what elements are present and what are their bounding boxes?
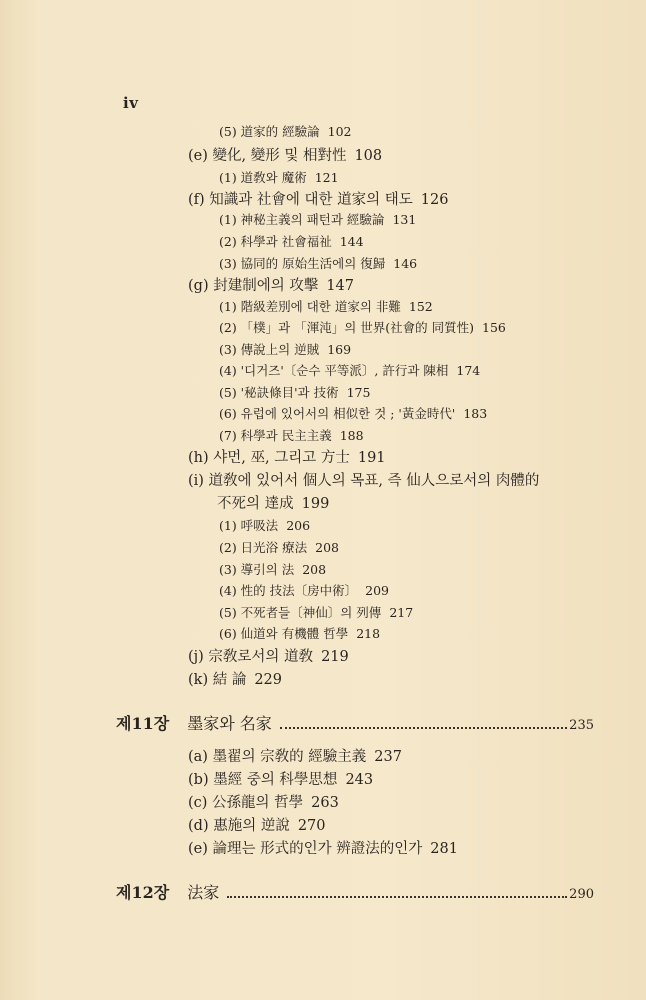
toc-entry: (6) 유럽에 있어서의 相似한 것 ; '黃金時代' 183 <box>219 406 488 421</box>
toc-entry: (1) 呼吸法 206 <box>219 518 311 533</box>
toc-entry: 不死의 達成 199 <box>217 496 330 512</box>
toc-entry: (k) 結 論 229 <box>188 672 283 688</box>
chapter-label: 제12장 <box>116 883 170 902</box>
toc-entry: (4) '디거즈'〔순수 平等派〕, 許行과 陳相 174 <box>219 363 481 378</box>
chapter-label: 제11장 <box>116 714 170 733</box>
toc-entry: (3) 協同的 原始生活에의 復歸 146 <box>219 256 418 271</box>
dot-leader <box>227 896 567 898</box>
toc-entry: (5) 道家的 經驗論 102 <box>219 124 352 139</box>
toc-entry: (2) 日光浴 療法 208 <box>219 540 340 555</box>
toc-entry: (h) 샤먼, 巫, 그리고 方士 191 <box>188 450 386 466</box>
chapter-11-heading <box>116 711 594 734</box>
toc-entry: (e) 論理는 形式的인가 辨證法的인가 281 <box>188 841 458 857</box>
toc-entry: (6) 仙道와 有機體 哲學 218 <box>219 626 381 641</box>
toc-entry: (1) 道敎와 魔術 121 <box>219 170 339 185</box>
toc-entry: (5) '秘訣條目'과 技術 175 <box>219 385 371 400</box>
toc-entry: (1) 階級差別에 대한 道家의 非難 152 <box>219 299 433 314</box>
chapter-page: 235 <box>569 718 594 733</box>
page-number: iv <box>123 94 139 112</box>
toc-entry: (2) 科學과 社會福祉 144 <box>219 234 364 249</box>
toc-entry: (3) 傳說上의 逆賊 169 <box>219 342 352 357</box>
toc-entry: (j) 宗敎로서의 道敎 219 <box>188 649 349 665</box>
dot-leader <box>280 727 567 729</box>
toc-entry: (a) 墨翟의 宗敎的 經驗主義 237 <box>188 749 402 765</box>
toc-entry: (e) 變化, 變形 및 相對性 108 <box>188 148 383 164</box>
toc-entry: (5) 不死者들〔神仙〕의 列傳 217 <box>219 605 414 620</box>
toc-entry: (c) 公孫龍의 哲學 263 <box>188 795 339 811</box>
toc-entry: (d) 惠施의 逆說 270 <box>188 818 326 834</box>
toc-entry: (7) 科學과 民主主義 188 <box>219 428 364 443</box>
toc-entry: (f) 知識과 社會에 대한 道家의 태도 126 <box>188 192 449 208</box>
toc-entry: (b) 墨經 중의 科學思想 243 <box>188 772 374 788</box>
toc-entry: (2) 「樸」과 「渾沌」의 世界(社會的 同質性) 156 <box>219 320 506 335</box>
chapter-page: 290 <box>569 887 594 902</box>
chapter-12-heading <box>116 880 594 903</box>
chapter-title: 法家 <box>187 883 220 902</box>
toc-entry: (1) 神秘主義의 패턴과 經驗論 131 <box>219 212 417 227</box>
toc-entry: (3) 導引의 法 208 <box>219 562 327 577</box>
toc-entry: (i) 道敎에 있어서 個人의 목표, 즉 仙人으로서의 肉體的 <box>188 473 540 489</box>
chapter-title: 墨家와 名家 <box>187 714 272 733</box>
toc-entry: (4) 性的 技法〔房中術〕 209 <box>219 583 390 598</box>
toc-entry: (g) 封建制에의 攻擊 147 <box>188 278 355 294</box>
